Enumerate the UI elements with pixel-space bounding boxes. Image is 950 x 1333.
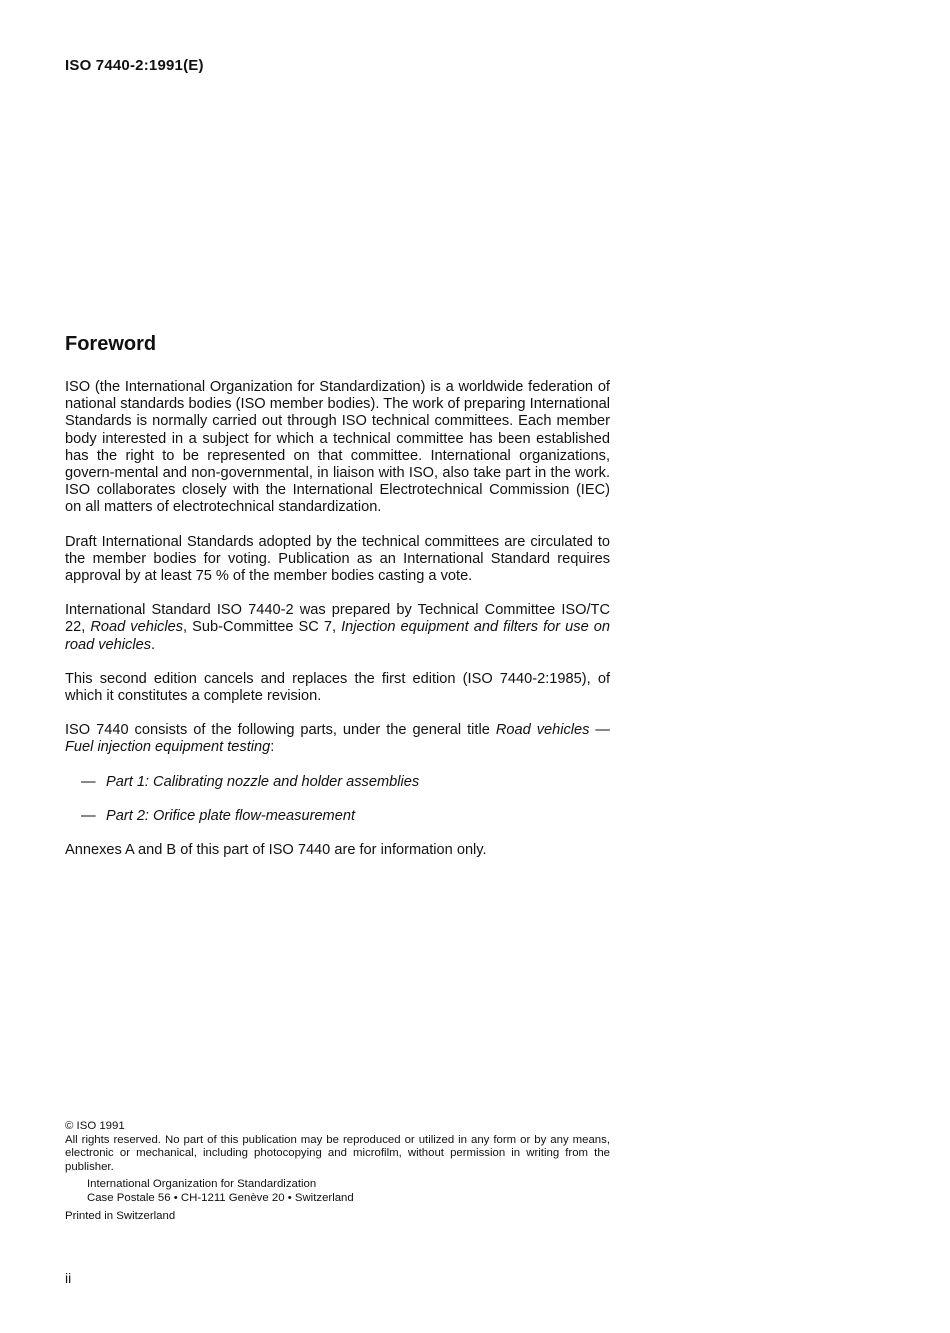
p3-text-b: , Sub-Committee SC 7, xyxy=(183,619,342,636)
list-item-text: Part 2: Orifice plate flow-measurement xyxy=(106,807,355,824)
p3-italic-b: Injection equipment and filters for use on road vehicles xyxy=(65,619,610,653)
list-dash: — xyxy=(81,807,96,824)
foreword-paragraph-5 xyxy=(65,722,610,756)
printed-in: Printed in Switzerland xyxy=(65,1209,176,1222)
foreword-paragraph-1: ISO (the International Organization for Standardization) is a worldwide federation of national standards bodies (ISO member bodies). The work of preparing International Standards is normally carried out through ISO technical committees. Each member body interested in a subject for which a technical committee has been established has the right to be represented on that committee. International organizations, govern-mental and non-governmental, in liaison with ISO, also take part in the work. ISO collaborates closely with the International Electrotechnical Commission (IEC) on all matters of electrotechnical standardization. xyxy=(65,379,610,516)
list-item xyxy=(81,808,610,825)
rights-statement: All rights reserved. No part of this publication may be reproduced or utilized in any form or by any means, electronic or mechanical, including photocopying and microfilm, without permission in writing from the publisher. xyxy=(65,1133,610,1173)
page-number: ii xyxy=(65,1270,72,1286)
copyright-notice: © ISO 1991 xyxy=(65,1120,125,1132)
publisher-name: International Organization for Standardization xyxy=(87,1178,317,1191)
p5-text-a: ISO 7440 consists of the following parts, under the general title xyxy=(65,722,496,739)
foreword-paragraph-2: Draft International Standards adopted by the technical committees are circulated to the member bodies for voting. Publication as an International Standard requires approval by at least 75 % of the member bodies casting a vote. xyxy=(65,533,610,585)
list-item xyxy=(81,774,610,791)
p3-text-c: . xyxy=(151,636,156,653)
document-identifier: ISO 7440-2:1991(E) xyxy=(65,57,204,74)
p3-text-a: International Standard ISO 7440-2 was prepared by Technical Committee ISO/TC 22, xyxy=(65,602,610,636)
foreword-paragraph-3 xyxy=(65,602,610,654)
list-item-text: Part 1: Calibrating nozzle and holder assemblies xyxy=(106,773,420,790)
foreword-body xyxy=(65,379,610,876)
p5-text-b: : xyxy=(270,739,275,756)
p3-italic-a: Road vehicles xyxy=(90,619,184,636)
foreword-paragraph-6: Annexes A and B of this part of ISO 7440 are for information only. xyxy=(65,842,487,859)
p5-italic-a: Road vehicles — Fuel injection equipment testing xyxy=(65,722,610,756)
publisher-address: Case Postale 56 • CH-1211 Genève 20 • Switzerland xyxy=(87,1191,354,1204)
list-dash: — xyxy=(81,773,96,790)
foreword-heading: Foreword xyxy=(65,333,157,355)
foreword-paragraph-4: This second edition cancels and replaces the first edition (ISO 7440-2:1985), of which it constitutes a complete revision. xyxy=(65,670,610,705)
copyright-block xyxy=(65,1120,610,1223)
